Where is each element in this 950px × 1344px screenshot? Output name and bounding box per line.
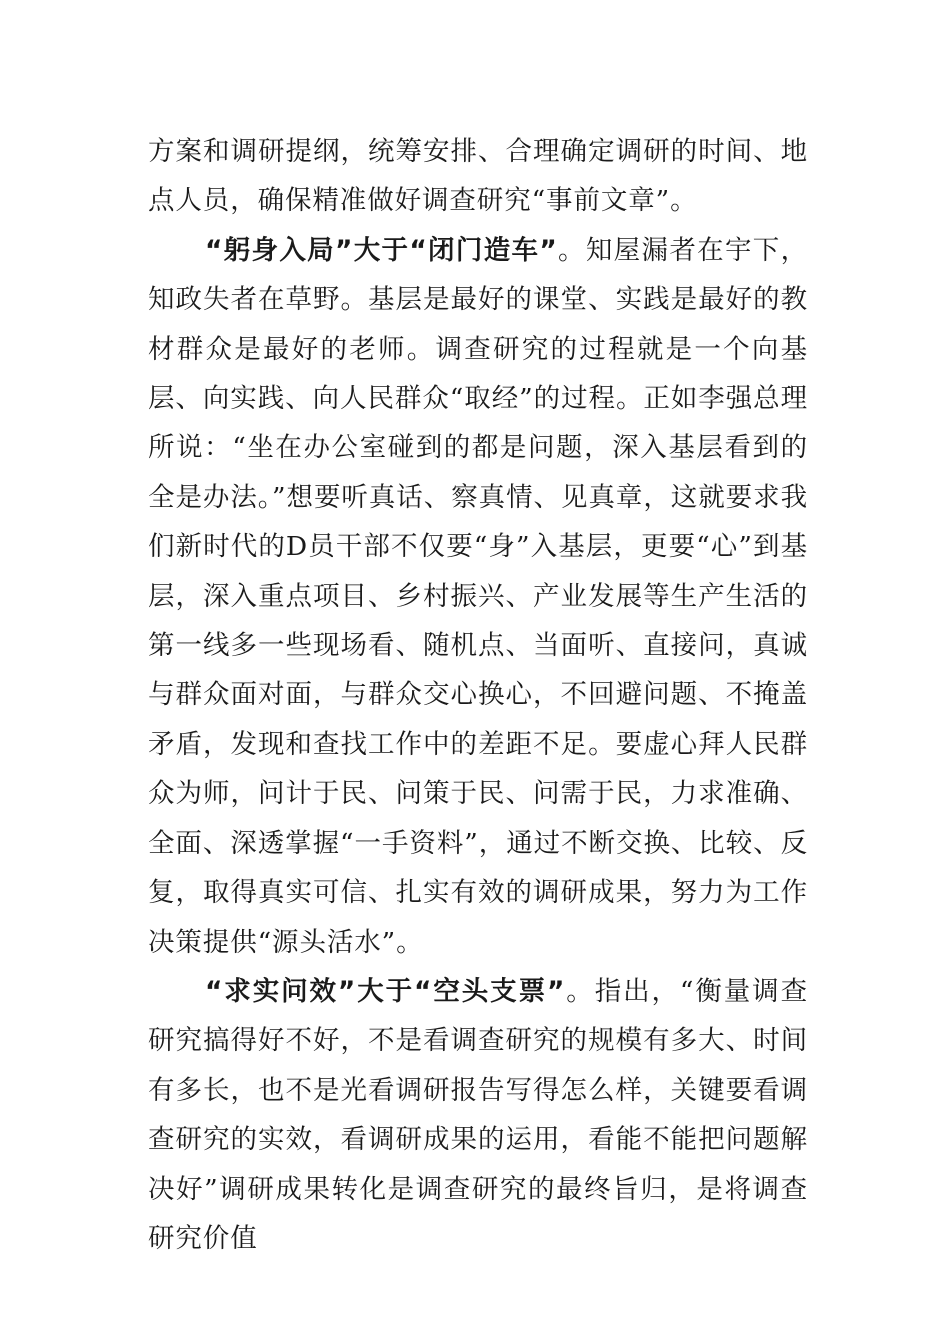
paragraph-heading: “躬身入局”大于“闭门造车” (204, 234, 558, 266)
document-body (148, 127, 808, 1263)
paragraph-results (148, 967, 808, 1263)
paragraph-heading: “求实问效”大于“空头支票” (204, 975, 566, 1007)
paragraph-field-research (148, 226, 808, 967)
paragraph-body: 。知屋漏者在宇下，知政失者在草野。基层是最好的课堂、实践是最好的教材群众是最好的老师。调查研究的过程就是一个向基层、向实践、向人民群众“取经”的过程。正如李强总理所说：“坐在办公室碰到的都是问题，深入基层看到的全是办法。”想要听真话、察真情、见真章，这就要求我们新时代的D员干部不仅要“身”入基层，更要“心”到基层，深入重点项目、乡村振兴、产业发展等生产生活的第一线多一些现场看、随机点、当面听、直接问，真诚与群众面对面，与群众交心换心，不回避问题、不掩盖矛盾，发现和查找工作中的差距不足。要虚心拜人民群众为师，问计于民、问策于民、问需于民，力求准确、全面、深透掌握“一手资料”，通过不断交换、比较、反复，取得真实可信、扎实有效的调研成果，努力为工作决策提供“源头活水”。 (148, 234, 808, 958)
paragraph-continuation (148, 127, 808, 226)
paragraph-body: 。指出，“衡量调查研究搞得好不好，不是看调查研究的规模有多大、时间有多长，也不是光看调研报告写得怎么样，关键要看调查研究的实效，看调研成果的运用，看能不能把问题解决好”调研成果转化是调查研究的最终旨归，是将调查研究价值 (148, 975, 808, 1254)
paragraph-body: 方案和调研提纲，统筹安排、合理确定调研的时间、地点人员，确保精准做好调查研究“事前文章”。 (148, 136, 808, 217)
